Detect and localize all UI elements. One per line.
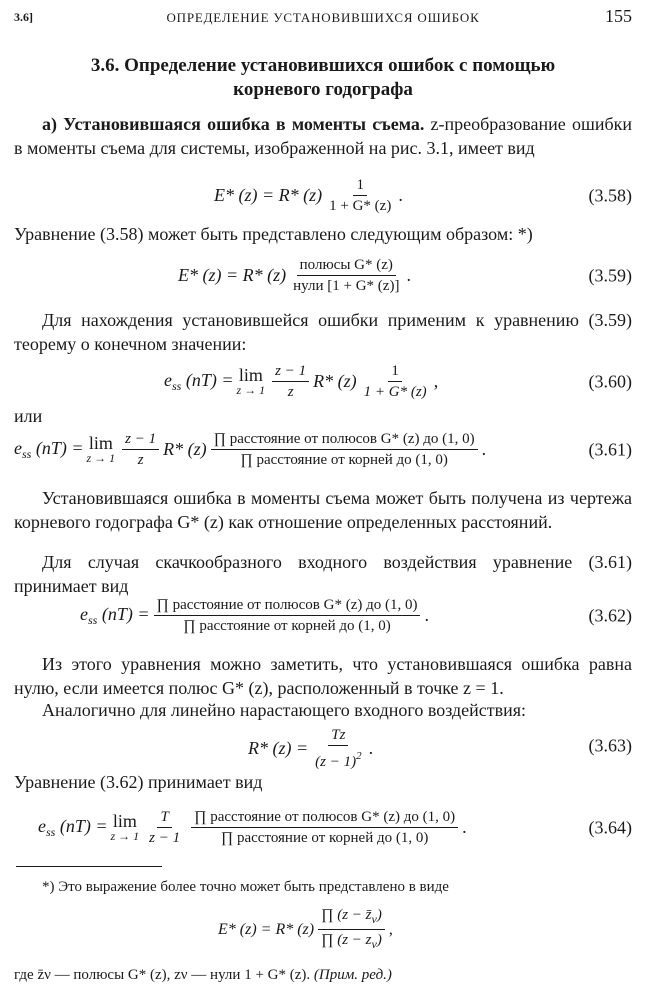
paragraph-intro bbox=[14, 112, 632, 160]
equation-number: (3.59) bbox=[588, 265, 632, 286]
paragraph-9: Уравнение (3.62) принимает вид bbox=[14, 772, 263, 792]
eq-fraction: $\frac{Tz}{(z - 1)^2}$ bbox=[315, 727, 362, 770]
paragraph-3: Для нахождения установившейся ошибки применим к уравнению (3.59) теорему о конечном значении: bbox=[14, 310, 632, 354]
eq-denominator: нули [1 + G* (z)] bbox=[293, 278, 400, 294]
equation-number: (3.64) bbox=[588, 817, 632, 838]
eq-tail: . bbox=[368, 738, 374, 758]
paragraph-5: Установившаяся ошибка в моменты съема может быть получена из чертежа корневого годографа G* (z) как отношение определенных расстояний. bbox=[14, 488, 632, 532]
subsection-heading: а) Установившаяся ошибка в моменты съема. bbox=[42, 114, 425, 134]
eq-tail: , bbox=[388, 920, 393, 938]
equation-3-64 bbox=[14, 808, 632, 848]
equation-3-58 bbox=[14, 176, 632, 216]
header-running-title: ОПРЕДЕЛЕНИЕ УСТАНОВИВШИХСЯ ОШИБОК bbox=[166, 10, 480, 25]
equation-3-63 bbox=[14, 726, 632, 770]
paragraph-7: Из этого уравнения можно заметить, что установившаяся ошибка равна нулю, если имеется полюс G* (z), расположенный в точке z = 1. bbox=[14, 654, 632, 698]
eq-numerator: 1 bbox=[353, 176, 367, 196]
footnote-editor-note: (Прим. ред.) bbox=[313, 967, 392, 983]
eq-limit: lim z → 1 bbox=[110, 811, 140, 843]
eq-lhs: $e_{ss}$ (nT) = bbox=[164, 369, 234, 393]
paragraph-or: или bbox=[14, 406, 43, 426]
eq-fraction-2: $\frac{\text{∏ расстояние от полюсов G* (z) до (1, 0)}}{\text{∏ расстояние от корней до (1, 0)}}$ bbox=[191, 808, 458, 847]
eq-lhs: R* (z) = bbox=[248, 738, 309, 758]
book-page bbox=[14, 0, 632, 1000]
footnote-equation bbox=[14, 906, 632, 951]
eq-denominator: 1 + G* (z) bbox=[329, 198, 392, 214]
section-title-line1: 3.6. Определение установившихся ошибок с помощью bbox=[90, 55, 556, 76]
eq-limit: lim z → 1 bbox=[86, 433, 116, 465]
equation-number: (3.58) bbox=[588, 185, 632, 206]
footnote-intro: *) Это выражение более точно может быть представлено в виде bbox=[42, 879, 449, 895]
running-header bbox=[14, 8, 632, 32]
footnote-where-text: где z̄ν — полюсы G* (z), zν — нули 1 + G* (z). bbox=[14, 967, 311, 983]
eq-fraction-1: $\frac{z - 1}{z}$ bbox=[122, 430, 159, 469]
equation-number: (3.62) bbox=[588, 605, 632, 626]
eq-middle: R* (z) bbox=[163, 439, 207, 459]
eq-fraction: $\frac{\text{∏ расстояние от полюсов G* (z) до (1, 0)}}{\text{∏ расстояние от корней до (1, 0)}}$ bbox=[154, 596, 421, 635]
equation-3-59 bbox=[14, 256, 632, 296]
eq-tail: . bbox=[406, 265, 411, 285]
eq-lhs: $e_{ss}$ (nT) = bbox=[14, 437, 84, 461]
eq-fraction-1: $\frac{T}{z - 1}$ bbox=[149, 809, 181, 846]
eq-fraction-2: $\frac{1}{1 + G* (z)}$ bbox=[363, 363, 427, 400]
eq-lhs: E* (z) = R* (z) bbox=[218, 920, 315, 938]
eq-lhs: $e_{ss}$ (nT) = bbox=[38, 815, 108, 839]
paragraph-8: Аналогично для линейно нарастающего входного воздействия: bbox=[42, 700, 527, 720]
equation-3-62 bbox=[14, 596, 632, 636]
section-title bbox=[14, 54, 632, 102]
eq-tail: . bbox=[462, 817, 467, 837]
eq-fraction: $\frac{\prod (z - z̄_\nu)}{\prod (z - z_\nu)}$ bbox=[318, 906, 385, 953]
eq-lhs: E* (z) = R* (z) bbox=[214, 185, 323, 205]
eq-middle: R* (z) bbox=[313, 371, 357, 391]
eq-fraction bbox=[290, 256, 402, 295]
eq-numerator: полюсы G* (z) bbox=[297, 256, 396, 276]
section-title-line2: корневого годографа bbox=[233, 79, 413, 100]
eq-tail: . bbox=[481, 439, 487, 459]
eq-lhs: $e_{ss}$ (nT) = bbox=[80, 603, 150, 627]
equation-number: (3.61) bbox=[588, 439, 632, 460]
eq-tail: . bbox=[398, 185, 403, 205]
equation-number: (3.60) bbox=[588, 371, 632, 392]
equation-3-61 bbox=[14, 430, 632, 470]
paragraph-2: Уравнение (3.58) может быть представлено следующим образом: *) bbox=[14, 224, 533, 244]
paragraph-6: Для случая скачкообразного входного воздействия уравнение (3.61) принимает вид bbox=[14, 552, 632, 596]
equation-3-60 bbox=[14, 362, 632, 402]
eq-tail: , bbox=[433, 371, 439, 391]
footnote-divider bbox=[16, 866, 162, 867]
paragraph-intro-text: z-преобразование ошибки в моменты съема для системы, изображенной на рис. 3.1, имеет вид bbox=[14, 114, 633, 158]
eq-lhs: E* (z) = R* (z) bbox=[178, 265, 287, 285]
equation-number: (3.63) bbox=[588, 735, 632, 756]
footnote-where bbox=[14, 964, 632, 986]
eq-fraction bbox=[326, 176, 394, 215]
page-number: 155 bbox=[605, 6, 632, 26]
eq-fraction-2: $\frac{\text{∏ расстояние от полюсов G* (z) до (1, 0)}}{\text{∏ расстояние от корней до (1, 0)}}$ bbox=[211, 430, 478, 469]
eq-fraction-1: $\frac{z - 1}{z}$ bbox=[272, 362, 309, 401]
header-section-number: 3.6] bbox=[14, 10, 33, 24]
eq-tail: . bbox=[424, 605, 429, 625]
eq-limit: lim z → 1 bbox=[236, 365, 266, 397]
